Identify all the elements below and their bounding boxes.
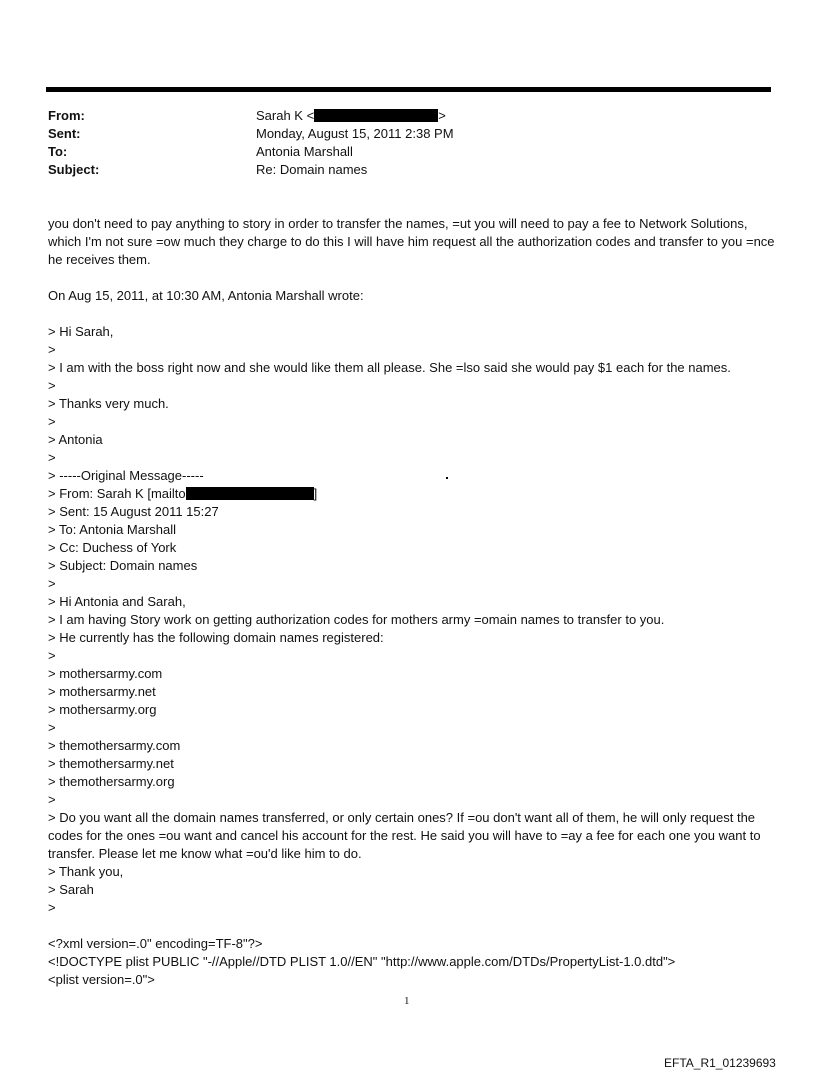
quoted-line: > Cc: Duchess of York [48,540,177,555]
from-value [256,107,446,125]
quoted-line: > themothersarmy.net [48,756,174,771]
document-id: EFTA_R1_01239693 [664,1056,776,1070]
quoted-line: > [48,576,56,591]
reply-paragraph: you don't need to pay anything to story in order to transfer the names, =ut you will need to pay a fee to Network Solutions, which I'm not sure =ow much they charge to do this I will have him request all the authorization codes and transfer to you =nce he receives them. [48,216,775,267]
quoted-line: > Antonia [48,432,103,447]
quoted-line: > I am having Story work on getting authorization codes for mothers army =omain names to transfer to you. [48,612,665,627]
quoted-line: > Thank you, [48,864,124,879]
quoted-block-1 [48,323,778,485]
from-name: Sarah K < [256,108,315,123]
sent-label: Sent: [48,126,81,141]
quoted-line: > [48,900,56,915]
quoted-from-bracket: ] [313,486,318,501]
quoted-line: > To: Antonia Marshall [48,522,177,537]
quoted-line: > [48,720,56,735]
attribution-line: On Aug 15, 2011, at 10:30 AM, Antonia Marshall wrote: [48,288,364,303]
quoted-line: > Subject: Domain names [48,558,198,573]
xml-line: <!DOCTYPE plist PUBLIC "-//Apple//DTD PLIST 1.0//EN" "http://www.apple.com/DTDs/PropertyList-1.0.dtd"> [48,954,676,969]
redaction-block [314,109,438,122]
xml-block [48,935,778,989]
quoted-line: > [48,378,56,393]
quoted-block-2 [48,503,778,809]
quoted-line: > themothersarmy.com [48,738,181,753]
quoted-line: > Hi Antonia and Sarah, [48,594,186,609]
to-value: Antonia Marshall [256,144,353,159]
sent-value: Monday, August 15, 2011 2:38 PM [256,126,454,141]
quoted-paragraph: > Do you want all the domain names transferred, or only certain ones? If =ou don't want all of them, he will only request the codes for the ones =ou want and cancel his account for the rest. He said you will have to =ay a fee for each one you want to transfer. Please let me know what =ou'd like him to do. [48,810,761,861]
quoted-line: > mothersarmy.com [48,666,163,681]
email-body [48,215,778,989]
quoted-line: > He currently has the following domain names registered: [48,630,384,645]
quoted-line: > Sent: 15 August 2011 15:27 [48,504,219,519]
quoted-line: > [48,450,56,465]
quoted-line: > Hi Sarah, [48,324,114,339]
to-label: To: [48,144,68,159]
quoted-line: > themothersarmy.org [48,774,175,789]
quoted-from-line [48,485,778,503]
xml-line: <plist version=.0"> [48,972,155,987]
subject-label: Subject: [48,162,100,177]
from-bracket: > [438,108,446,123]
quoted-line: > mothersarmy.net [48,684,156,699]
xml-line: <?xml version=.0" encoding=TF-8"?> [48,936,263,951]
from-label: From: [48,108,85,123]
quoted-line: > Sarah [48,882,94,897]
quoted-line: > I am with the boss right now and she would like them all please. She =lso said she would pay $1 each for the names. [48,360,731,375]
quoted-line: > [48,792,56,807]
quoted-line: > [48,648,56,663]
quoted-line: > [48,414,56,429]
stray-mark [446,477,448,479]
redaction-block [186,487,314,500]
page-number: 1 [404,995,410,1007]
quoted-block-3 [48,863,778,917]
header-rule [46,87,771,92]
quoted-line: > Thanks very much. [48,396,169,411]
quoted-from-text: > From: Sarah K [mailto [48,486,186,501]
quoted-line: > [48,342,56,357]
quoted-line: > -----Original Message----- [48,468,204,483]
quoted-line: > mothersarmy.org [48,702,157,717]
subject-value: Re: Domain names [256,162,368,177]
